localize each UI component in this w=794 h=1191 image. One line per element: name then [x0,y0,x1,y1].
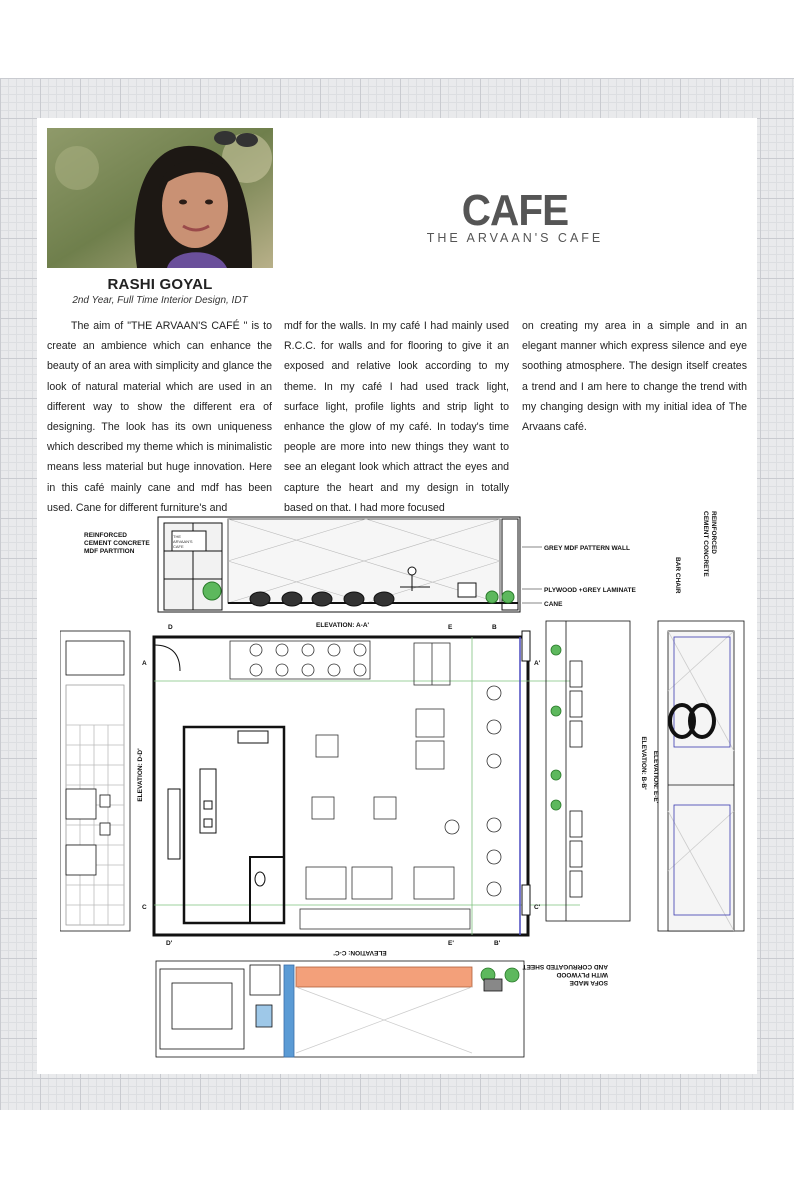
project-title: CAFE [461,186,569,235]
grid-label-d: D [168,624,173,631]
elevation-dd [60,631,130,931]
grid-label-b: B [492,624,497,631]
label-grey-mdf: GREY MDF PATTERN WALL [544,545,630,552]
article-column-3: on creating my area in a simple and in an elegant manner which express silence and eye soothing atmosphere. The design itself creates a trend and I am here to change the trend with my changing design with my initial idea of The Arvaans café. [522,320,747,434]
table-sets [230,641,501,929]
label-elevation-ee: ELEVATION: E-E' [652,750,659,804]
label-elevation-bb: ELEVATION: B-B' [640,736,647,790]
label-plywood: PLYWOOD +GREY LAMINATE [544,587,636,594]
label-elevation-cc: ELEVATION: C-C' [333,949,387,956]
grid-label-a: A [142,660,147,667]
label-elevation-aa: ELEVATION: A-A' [316,622,370,629]
grid-label-e2: E' [448,940,454,947]
elevation-aa [158,517,520,612]
grid-label-b2: B' [494,940,501,947]
article-column-2: mdf for the walls. In my café I had mainly used R.C.C. for walls and for flooring to give it an exposed and relative look according to my theme. In my café I had used track light, surface light, profile lights and strip light to enhance the glow of my café. In today's time people are more into new things they want to see an elegant look which attract the eyes and capture the heart and my design in totally based on that. I had more focused [284,320,509,514]
sign-line-2: ARVAAN'S [173,539,193,544]
grid-label-e: E [448,624,453,631]
author-course: 2nd Year, Full Time Interior Design, IDT [72,295,248,306]
label-rcc-right-2: CEMENT CONCRETE [702,511,709,577]
label-sofa-3: AND CORRUGATED SHEET [522,963,608,970]
grid-label-c: C [142,904,147,911]
label-sofa-2: WITH PLYWOOD [556,971,608,978]
floor-plan [154,631,580,935]
article-column-1: The aim of "THE ARVAAN'S CAFÉ " is to create an ambience which can enhance the beauty of an area with simplicity and glance the look of natural material which are used in an different way to show the different era of designing. The look has its own uniqueness which described my theme which is minimalistic means less material but huge innovation. Here in this café mainly cane and mdf has been used. Cane for different furniture's and [47,320,272,514]
grid-label-c2: C' [534,904,541,911]
label-cane: CANE [544,601,563,608]
grid-label-a2: A' [534,660,541,667]
elevation-ee [658,621,744,931]
label-sofa-1: SOFA MADE [569,979,608,986]
grid-label-d2: D' [166,940,173,947]
cafe-plan-drawing [60,505,760,1070]
elevation-bb [546,621,630,921]
author-name: RASHI GOYAL [107,276,213,293]
label-rcc-right-1: REINFORCED [710,511,717,554]
label-rcc-3: MDF PARTITION [84,548,135,555]
project-subtitle: THE ARVAAN'S CAFE [426,231,604,245]
sign-line-1: THE [173,534,181,539]
label-rcc-2: CEMENT CONCRETE [84,540,150,547]
elevation-cc [156,961,524,1057]
sign-line-3: CAFE [173,544,184,549]
label-rcc-1: REINFORCED [84,532,127,539]
author-photo [47,128,273,268]
label-bar-chair: BAR CHAIR [674,557,681,594]
label-elevation-dd: ELEVATION: D-D' [137,748,144,802]
